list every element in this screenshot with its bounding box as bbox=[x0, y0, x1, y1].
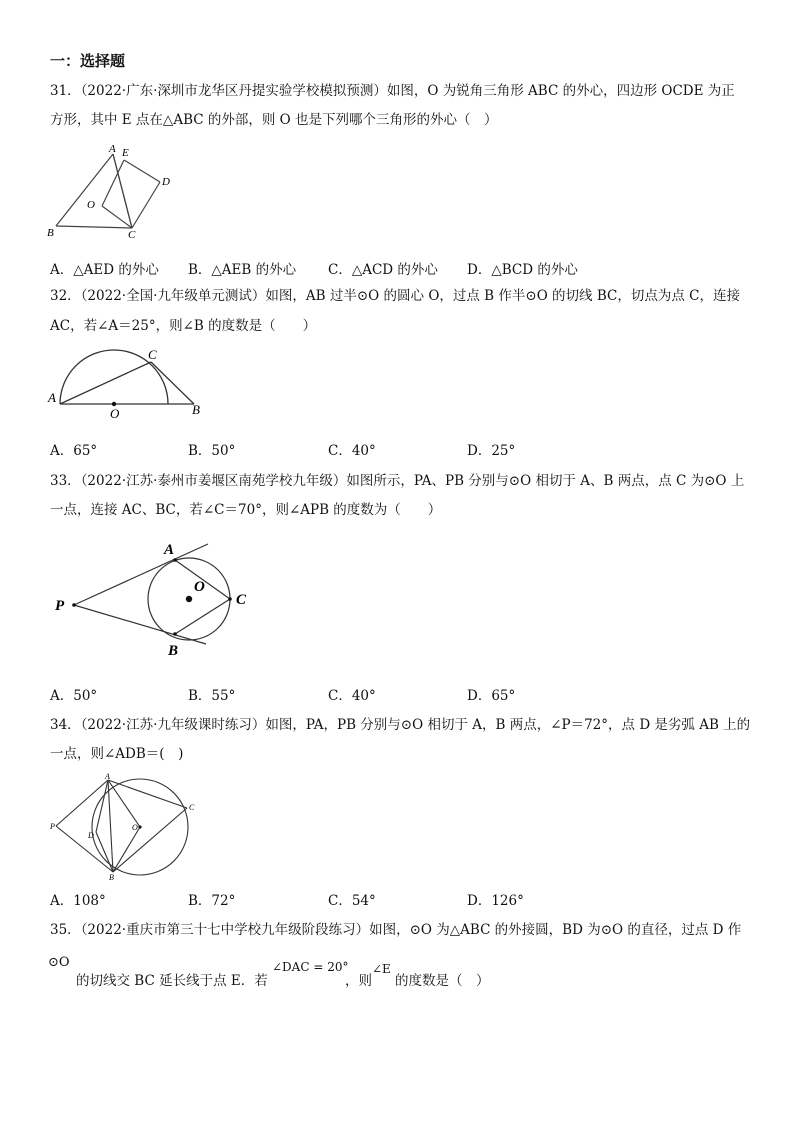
label-o: O bbox=[194, 579, 205, 595]
question-33-line2: 一点，连接 AC、BC，若∠C＝70°，则∠APB 的度数为（ ） bbox=[50, 502, 442, 518]
q34-option-d[interactable]: D．126° bbox=[467, 893, 524, 909]
center-o-dot bbox=[138, 825, 141, 828]
label-d: D bbox=[162, 176, 170, 188]
question-text: 如图，PA，PB 分别与⊙O 相切于 A，B 两点，∠P＝72°，点 D 是劣弧 AB 上的 bbox=[265, 717, 751, 733]
label-o: O bbox=[87, 199, 95, 211]
segment-ob bbox=[113, 827, 140, 872]
point-b bbox=[173, 632, 177, 636]
question-source: （2022·广东·深圳市龙华区丹提实验学校模拟预测） bbox=[80, 83, 387, 99]
segment-bc bbox=[56, 226, 132, 228]
question-text: 如图，⊙O 为△ABC 的外接圆，BD 为⊙O 的直径，过点 D 作 bbox=[369, 922, 742, 938]
q35-circle-o-symbol: ⊙O bbox=[48, 955, 70, 970]
q35-angle-dac: ∠DAC = 20° bbox=[272, 960, 349, 974]
figure-34 bbox=[44, 772, 204, 882]
question-text: 如图，AB 过半⊙O 的圆心 O，过点 B 作半⊙O 的切线 BC，切点为点 C，连接 bbox=[265, 288, 740, 304]
q32-option-d[interactable]: D．25° bbox=[467, 443, 516, 459]
question-number: 34． bbox=[50, 717, 81, 733]
label-d: D bbox=[88, 831, 94, 840]
label-b: B bbox=[192, 402, 200, 417]
label-a: A bbox=[105, 772, 110, 781]
question-35-line2: 的切线交 BC 延长线于点 E．若 bbox=[76, 973, 268, 989]
segment-ad bbox=[96, 780, 108, 832]
label-a: A bbox=[164, 542, 175, 558]
question-source: （2022·全国·九年级单元测试） bbox=[80, 288, 266, 304]
label-p: P bbox=[55, 598, 65, 614]
segment-cb bbox=[151, 362, 194, 404]
q35-then: ，则 bbox=[345, 973, 372, 989]
label-a: A bbox=[48, 390, 56, 405]
question-32-line2: AC，若∠A＝25°，则∠B 的度数是（ ） bbox=[50, 318, 317, 334]
question-source: （2022·江苏·泰州市姜堰区南苑学校九年级） bbox=[80, 473, 347, 489]
tangent-pb bbox=[56, 826, 113, 872]
label-o: O bbox=[110, 406, 120, 421]
center-o-dot bbox=[186, 596, 192, 602]
question-number: 32． bbox=[50, 288, 81, 304]
q34-option-a[interactable]: A．108° bbox=[50, 893, 106, 909]
question-32-line1 bbox=[50, 287, 740, 305]
q35-angle-e: ∠E bbox=[372, 962, 391, 976]
segment-dc bbox=[132, 182, 160, 228]
point-c bbox=[228, 597, 232, 601]
label-c: C bbox=[236, 592, 247, 608]
label-b: B bbox=[109, 873, 114, 882]
label-c: C bbox=[148, 347, 157, 362]
q34-option-c[interactable]: C．54° bbox=[328, 893, 376, 909]
tangent-pb bbox=[74, 605, 206, 644]
q34-option-b[interactable]: B．72° bbox=[188, 893, 236, 909]
question-34-line1 bbox=[50, 716, 750, 734]
q33-option-b[interactable]: B．55° bbox=[188, 688, 236, 704]
figure-31 bbox=[44, 140, 184, 240]
question-33-line1 bbox=[50, 472, 744, 490]
point-a bbox=[173, 558, 177, 562]
question-number: 33． bbox=[50, 473, 81, 489]
q35-question-end: 的度数是（ ） bbox=[395, 973, 490, 989]
label-e: E bbox=[122, 147, 129, 159]
tangent-pa bbox=[56, 780, 108, 826]
q32-option-b[interactable]: B．50° bbox=[188, 443, 236, 459]
q31-option-c[interactable]: C．△ACD 的外心 bbox=[328, 262, 438, 278]
question-text: 如图所示，PA、PB 分别与⊙O 相切于 A、B 两点，点 C 为⊙O 上 bbox=[346, 473, 745, 489]
segment-ba bbox=[56, 154, 113, 226]
tangent-pa bbox=[74, 544, 208, 605]
question-35-line1 bbox=[50, 921, 741, 939]
q33-option-d[interactable]: D．65° bbox=[467, 688, 516, 704]
label-a: A bbox=[109, 143, 116, 155]
q32-option-c[interactable]: C．40° bbox=[328, 443, 376, 459]
q33-option-c[interactable]: C．40° bbox=[328, 688, 376, 704]
question-number: 35． bbox=[50, 922, 81, 938]
segment-bc bbox=[113, 808, 187, 872]
q31-option-a[interactable]: A．△AED 的外心 bbox=[50, 262, 159, 278]
q31-option-d[interactable]: D．△BCD 的外心 bbox=[467, 262, 578, 278]
segment-ab bbox=[108, 780, 113, 872]
label-c: C bbox=[128, 229, 136, 240]
label-c: C bbox=[189, 803, 195, 812]
label-b: B bbox=[168, 643, 179, 659]
question-34-line2: 一点，则∠ADB＝( ) bbox=[50, 746, 184, 762]
q32-option-a[interactable]: A．65° bbox=[50, 443, 98, 459]
question-31-line2: 方形，其中 E 点在△ABC 的外部，则 O 也是下列哪个三角形的外心（ ） bbox=[50, 112, 498, 128]
figure-33 bbox=[44, 536, 264, 666]
q33-option-a[interactable]: A．50° bbox=[50, 688, 98, 704]
point-p bbox=[72, 603, 76, 607]
question-number: 31． bbox=[50, 83, 81, 99]
question-source: （2022·重庆市第三十七中学校九年级阶段练习） bbox=[80, 922, 370, 938]
label-o: O bbox=[132, 823, 138, 832]
label-p: P bbox=[50, 822, 55, 831]
question-source: （2022·江苏·九年级课时练习） bbox=[80, 717, 266, 733]
segment-bc bbox=[175, 599, 230, 634]
segment-ed bbox=[124, 160, 160, 182]
section-title: 一：选择题 bbox=[50, 52, 126, 70]
question-31-line1 bbox=[50, 82, 735, 100]
segment-ao bbox=[108, 780, 140, 827]
question-text: 如图，O 为锐角三角形 ABC 的外心，四边形 OCDE 为正 bbox=[386, 83, 735, 99]
label-b: B bbox=[47, 227, 54, 239]
q31-option-b[interactable]: B．△AEB 的外心 bbox=[188, 262, 297, 278]
figure-32 bbox=[44, 342, 214, 424]
